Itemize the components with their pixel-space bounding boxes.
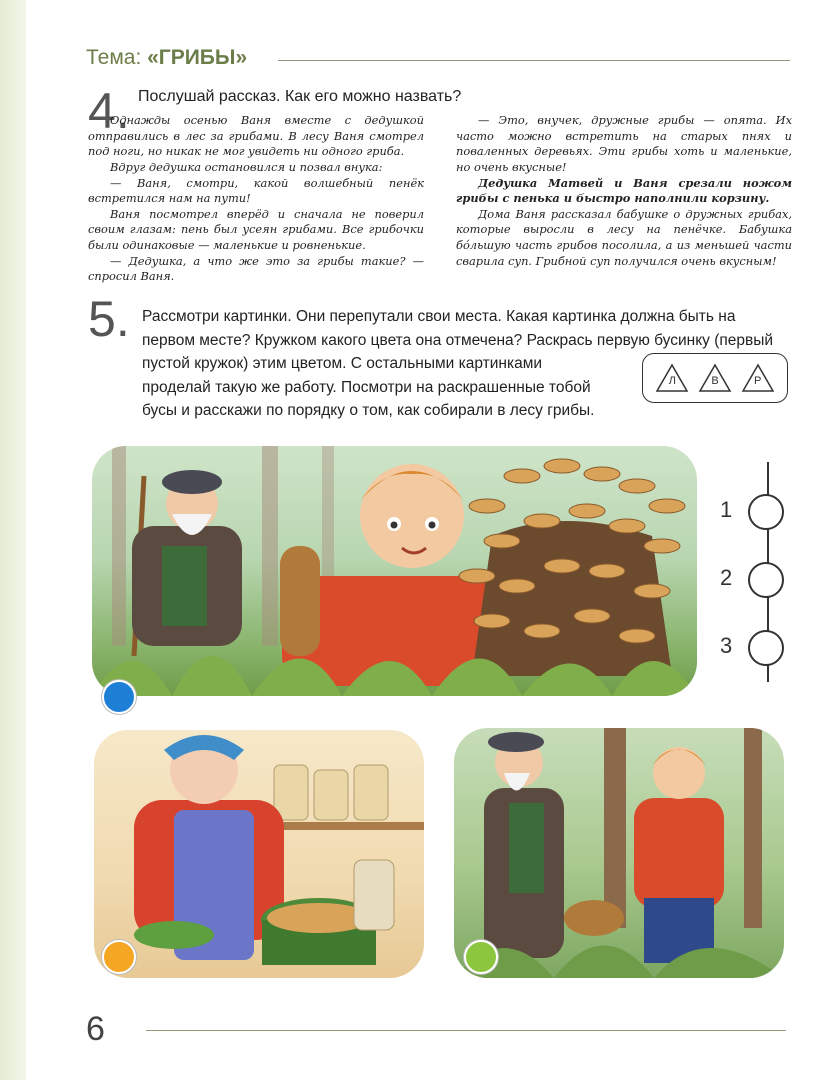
bead-number: 1: [720, 497, 733, 522]
mushroom-stump-illustration: [92, 446, 697, 696]
legend-letter: Р: [753, 375, 762, 387]
picture-forest-walk[interactable]: [454, 728, 784, 978]
grandmother-illustration: [94, 730, 424, 978]
story-paragraph: Дома Ваня рассказал бабушке о дружных грибах, которые выросли в лесу на пенёчке. Бабушка бóльшую часть грибов посолила, а из меньшей части сварила суп. Грибной суп получился очень вкусным!: [456, 206, 792, 268]
legend-letter: В: [711, 375, 719, 387]
color-marker-orange: [102, 940, 136, 974]
beads-string: [714, 462, 794, 682]
side-tab: [0, 0, 26, 1080]
story-right-column: [456, 113, 792, 269]
task5-line: пустой кружок) этим цветом. С остальными картинками проделай такую же работу. Посмотри на раскрашенные тобой бусы и расскажи по порядку о том, как собирали в лесу грибы.: [142, 355, 595, 420]
story-paragraph: Ваня посмотрел вперёд и сначала не поверил своим глазам: пень был усеян грибами. Все грибочки были одинаковые — маленькие и ровненькие.: [88, 206, 424, 252]
legend-box: [642, 353, 788, 403]
task5-line: первом месте? Кружком какого цвета она отмечена? Раскрась первую бусинку (первый: [142, 331, 774, 349]
story-left-column: [88, 113, 424, 285]
story-paragraph: Дедушка Матвей и Ваня срезали ножом грибы с пенька и быстро наполнили корзину.: [456, 175, 792, 206]
topic-name: «ГРИБЫ»: [147, 46, 248, 69]
story-paragraph: — Ваня, смотри, какой волшебный пенёк встретился нам на пути!: [88, 175, 424, 206]
story-paragraph: — Дедушка, а что же это за грибы такие? — спросил Ваня.: [88, 253, 424, 284]
task5-number: 5 .: [88, 294, 130, 344]
legend-letter: Л: [668, 375, 676, 387]
story-paragraph: Однажды осенью Ваня вместе с дедушкой отправились в лес за грибами. В лесу Ваня смотрел под ноги, но никак не мог увидеть ни одного гриба.: [88, 113, 424, 159]
story-paragraph: — Это, внучек, дружные грибы — опята. Их часто можно встретить на старых пнях и поваленных деревьях. Эти грибы хоть и маленькие, но очень вкусные!: [456, 113, 792, 174]
bead-3[interactable]: [748, 630, 784, 666]
bottom-rule: [146, 1030, 786, 1031]
picture-grandmother-cooking[interactable]: [94, 730, 424, 978]
story-paragraph: Вдруг дедушка остановился и позвал внука:: [110, 159, 383, 174]
forest-walk-illustration: [454, 728, 784, 978]
bead-2[interactable]: [748, 562, 784, 598]
page-topic: [86, 46, 247, 70]
page-number: 6: [86, 1010, 105, 1048]
task4-title: Послушай рассказ. Как его можно назвать?: [138, 88, 462, 105]
triangle-icon: [741, 363, 775, 393]
triangle-icon: [698, 363, 732, 393]
bead-number: 3: [720, 633, 733, 658]
task4-number: 4 .: [88, 86, 130, 136]
topic-rule: [278, 60, 790, 61]
triangle-icon: [655, 363, 689, 393]
bead-1[interactable]: [748, 494, 784, 530]
topic-prefix: Тема:: [86, 46, 142, 69]
color-marker-green: [464, 940, 498, 974]
bead-number: 2: [720, 565, 733, 590]
picture-mushroom-stump[interactable]: [92, 446, 697, 696]
color-marker-blue: [102, 680, 136, 714]
task5-line: Рассмотри картинки. Они перепутали свои места. Какая картинка должна быть на: [142, 308, 736, 325]
